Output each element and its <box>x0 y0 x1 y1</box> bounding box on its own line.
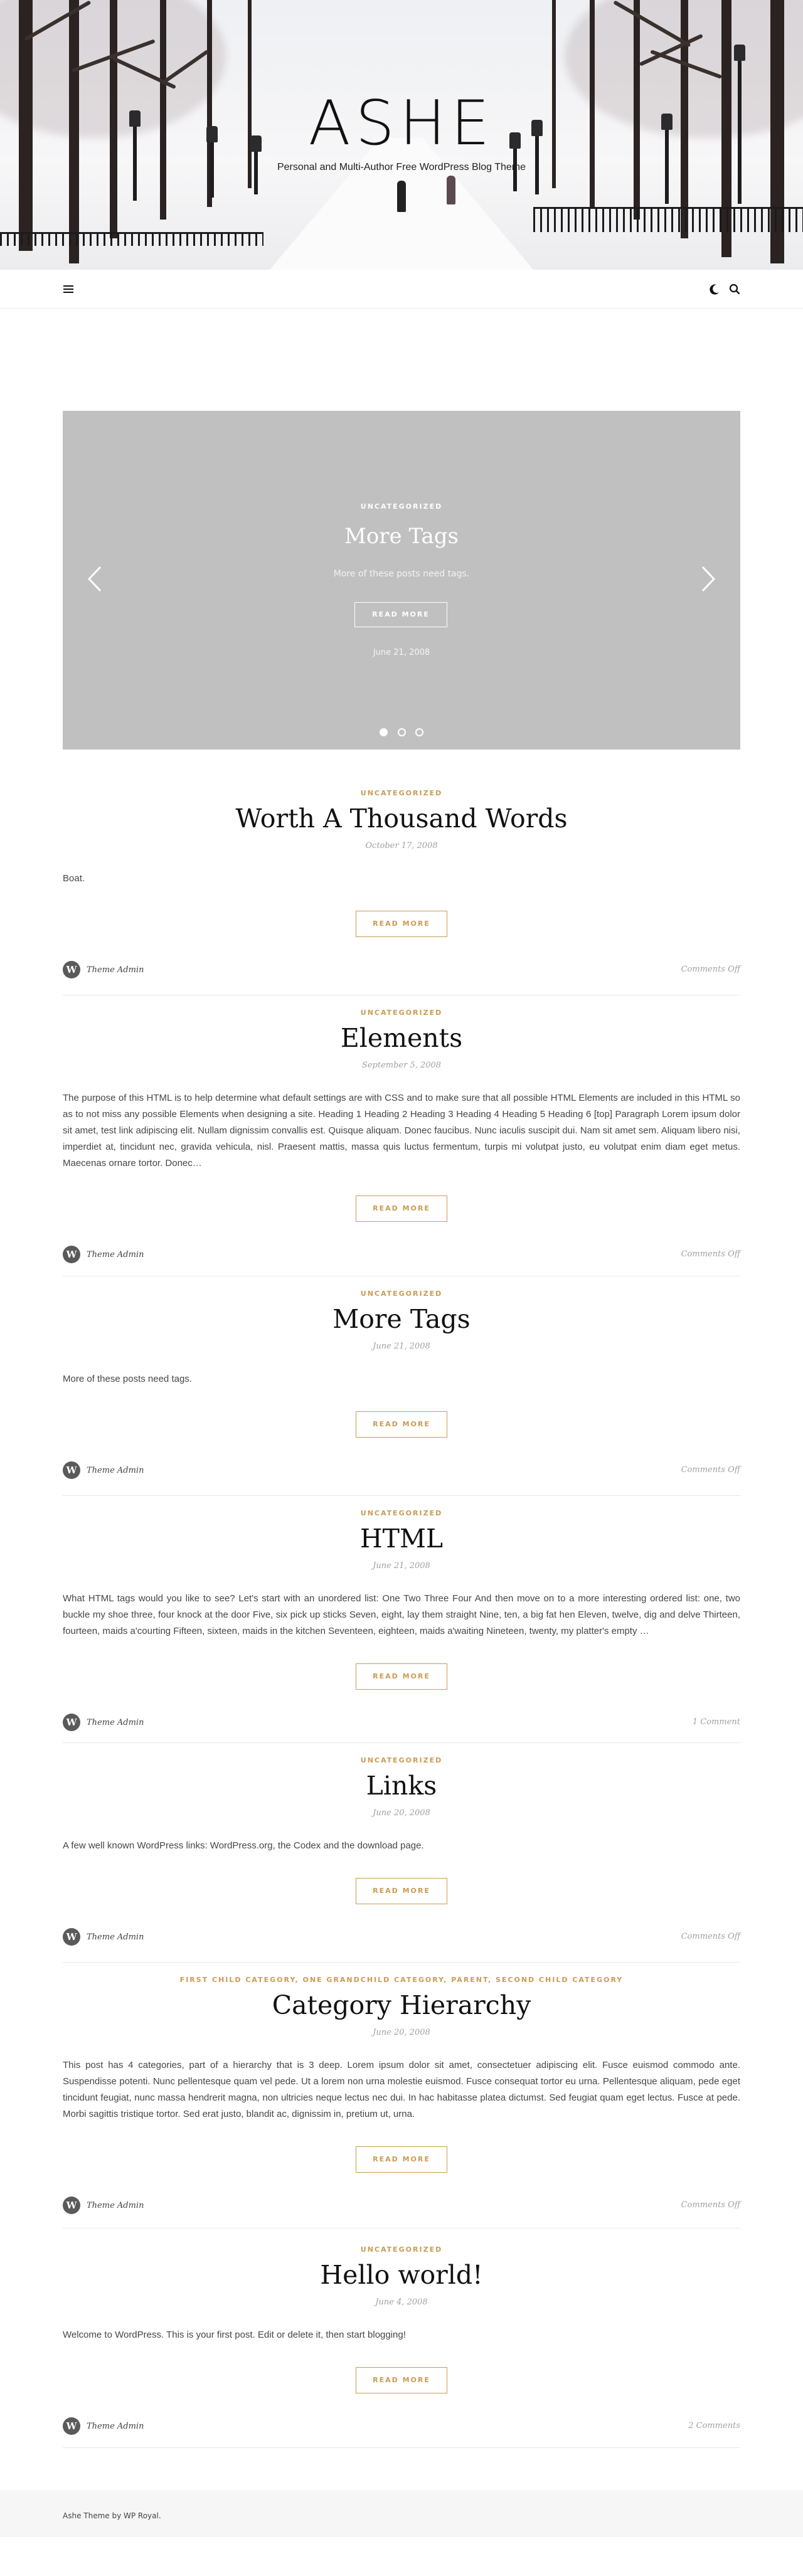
post-title[interactable]: Category Hierarchy <box>272 1990 531 2020</box>
read-more-button[interactable]: READ MORE <box>356 2367 447 2393</box>
post-excerpt: What HTML tags would you like to see? Let's start with an unordered list: One Two Three Four And then move on to a more interesting ordered list: one, two buckle my shoe three, four knock at the door Five, six pick up sticks Seven, eight, lay them straight Nine, ten, a big fat hen Eleven, twelve, dig and delve Thirteen, fourteen, maids a'courting Fifteen, sixteen, maids in the kitchen Seventeen, eighteen, maids a'waiting Nineteen, twenty, my platter's empty … <box>63 1593 740 1636</box>
read-more-button[interactable]: READ MORE <box>356 1878 447 1904</box>
post-date: June 21, 2008 <box>373 1342 430 1351</box>
post-author[interactable] <box>63 1928 144 1946</box>
post-article <box>63 789 740 980</box>
post-date: September 5, 2008 <box>361 1061 442 1070</box>
author-name[interactable]: Theme Admin <box>87 2421 144 2431</box>
post-excerpt: More of these posts need tags. <box>63 1374 192 1384</box>
post-divider <box>63 1962 740 1963</box>
slide-date: June 21, 2008 <box>373 648 430 657</box>
post-title[interactable]: More Tags <box>332 1304 471 1334</box>
slider-prev-arrow-icon[interactable] <box>85 564 104 593</box>
moon-icon[interactable] <box>708 282 721 296</box>
slider-dot-1[interactable] <box>380 728 388 736</box>
wordpress-avatar-icon: W <box>63 1246 80 1263</box>
author-name[interactable]: Theme Admin <box>87 965 144 975</box>
read-more-button[interactable]: READ MORE <box>356 1195 447 1222</box>
read-more-button[interactable]: READ MORE <box>356 2146 447 2173</box>
post-divider <box>63 1495 740 1496</box>
post-category[interactable]: UNCATEGORIZED <box>360 2245 443 2254</box>
featured-slider <box>63 411 740 750</box>
read-more-button[interactable]: READ MORE <box>356 1411 447 1438</box>
post-excerpt: The purpose of this HTML is to help determine what default settings are with CSS and to make sure that all possible HTML Elements are included in this HTML so as to not miss any possible Elements when designing a site. Heading 1 Heading 2 Heading 3 Heading 4 Heading 5 Heading 6 [top] Paragraph Lorem ipsum dolor sit amet, test link adipiscing elit. Nullam dignissim convallis est. Quisque aliquam. Donec faucibus. Nunc iaculis suscipit dui. Nam sit amet sem. Aliquam libero nisi, imperdiet at, tincidunt nec, gravida vehicula, nisl. Praesent mattis, massa quis luctus fermentum, turpis mi volutpat justo, eu volutpat enim diam eget metus. Maecenas ornare tortor. Donec… <box>63 1093 740 1169</box>
slide-excerpt: More of these posts need tags. <box>333 569 470 579</box>
post-article <box>63 1509 740 1732</box>
slider-dots <box>63 727 740 739</box>
wordpress-avatar-icon: W <box>63 1928 80 1946</box>
hamburger-menu-icon[interactable] <box>61 282 75 296</box>
post-date: June 20, 2008 <box>373 2028 430 2037</box>
post-excerpt: This post has 4 categories, part of a hierarchy that is 3 deep. Lorem ipsum dolor sit amet, consectetuer adipiscing elit. Fusce euismod commodo ante. Suspendisse potenti. Nunc pellentesque quam vel pede. Ut a lorem non urna molestie euismod. Fusce consequat tortor eu urna. Pellentesque aliquam, pede eget tincidunt feugiat, nunc massa hendrerit magna, non ultricies neque lectus nec dui. In hac habitasse platea dictumst. Sed feugiat quam eget lectus. Fusce at pede. Morbi sagittis tristique tortor. Sed erat justo, blandit ac, dignissim in, pretium ut, urna. <box>63 2060 740 2119</box>
site-footer <box>0 2490 803 2537</box>
post-category[interactable]: UNCATEGORIZED <box>360 1290 443 1298</box>
slide-category[interactable]: UNCATEGORIZED <box>360 502 443 511</box>
post-categories[interactable]: FIRST CHILD CATEGORY, ONE GRANDCHILD CATEGORY, PARENT, SECOND CHILD CATEGORY <box>179 1976 624 1984</box>
search-icon[interactable] <box>728 282 742 296</box>
post-author[interactable] <box>63 961 144 978</box>
header-hero-image <box>0 0 803 270</box>
post-excerpt: Boat. <box>63 873 85 884</box>
post-date: June 20, 2008 <box>373 1808 430 1818</box>
site-title[interactable]: ASHE <box>308 88 495 159</box>
post-article <box>63 2245 740 2436</box>
post-article <box>63 1756 740 1947</box>
post-comments: Comments Off <box>681 1249 740 1259</box>
author-name[interactable]: Theme Admin <box>87 1932 144 1942</box>
post-category[interactable]: UNCATEGORIZED <box>360 1009 443 1017</box>
post-title[interactable]: Worth A Thousand Words <box>235 803 568 834</box>
post-comments[interactable]: 1 Comment <box>692 1717 740 1727</box>
post-article <box>63 1009 740 1264</box>
wordpress-avatar-icon: W <box>63 961 80 978</box>
post-comments[interactable]: 2 Comments <box>688 2421 740 2430</box>
post-date: June 4, 2008 <box>375 2298 428 2307</box>
post-footer <box>63 1714 740 1732</box>
post-comments: Comments Off <box>681 1465 740 1475</box>
wordpress-avatar-icon: W <box>63 1714 80 1731</box>
post-comments: Comments Off <box>681 2200 740 2210</box>
site-tagline: Personal and Multi-Author Free WordPress Blog Theme <box>277 162 526 172</box>
post-author[interactable] <box>63 1714 144 1731</box>
post-comments: Comments Off <box>681 965 740 974</box>
post-excerpt: A few well known WordPress links: WordPress.org, the Codex and the download page. <box>63 1840 424 1851</box>
post-footer <box>63 961 740 980</box>
post-footer <box>63 2417 740 2436</box>
post-divider <box>63 2447 740 2448</box>
footer-copyright: Ashe Theme by WP Royal. <box>63 2511 161 2520</box>
wordpress-avatar-icon: W <box>63 1461 80 1479</box>
post-category[interactable]: UNCATEGORIZED <box>360 1509 443 1517</box>
slider-next-arrow-icon[interactable] <box>699 564 718 593</box>
post-title[interactable]: HTML <box>359 1524 444 1554</box>
post-date: October 17, 2008 <box>365 841 438 851</box>
post-footer <box>63 2197 740 2215</box>
main-navigation <box>0 270 803 309</box>
post-divider <box>63 2228 740 2229</box>
post-footer <box>63 1246 740 1264</box>
post-excerpt: Welcome to WordPress. This is your first post. Edit or delete it, then start blogging! <box>63 2330 406 2340</box>
post-article <box>63 1290 740 1480</box>
post-title[interactable]: Links <box>366 1771 437 1801</box>
post-footer <box>63 1928 740 1947</box>
author-name[interactable]: Theme Admin <box>87 1717 144 1727</box>
post-author[interactable] <box>63 1246 144 1263</box>
author-name[interactable]: Theme Admin <box>87 1465 144 1475</box>
post-article <box>63 1976 740 2215</box>
post-title[interactable]: Elements <box>340 1023 463 1053</box>
post-comments: Comments Off <box>681 1932 740 1941</box>
post-category[interactable]: UNCATEGORIZED <box>360 789 443 797</box>
post-category[interactable]: UNCATEGORIZED <box>360 1756 443 1764</box>
slide-title[interactable]: More Tags <box>344 524 459 549</box>
author-name[interactable]: Theme Admin <box>87 2200 144 2210</box>
slider-dot-2[interactable] <box>398 728 406 736</box>
post-date: June 21, 2008 <box>373 1561 430 1571</box>
post-title[interactable]: Hello world! <box>320 2260 483 2290</box>
post-author[interactable] <box>63 2197 144 2214</box>
read-more-button[interactable]: READ MORE <box>356 911 447 937</box>
post-footer <box>63 1461 740 1480</box>
post-divider <box>63 1742 740 1743</box>
wordpress-avatar-icon: W <box>63 2197 80 2214</box>
wordpress-avatar-icon: W <box>63 2417 80 2435</box>
author-name[interactable]: Theme Admin <box>87 1249 144 1259</box>
read-more-button[interactable]: READ MORE <box>356 1663 447 1690</box>
post-author[interactable] <box>63 1461 144 1479</box>
post-author[interactable] <box>63 2417 144 2435</box>
slider-dot-3[interactable] <box>415 728 423 736</box>
slide-read-more-button[interactable]: READ MORE <box>354 602 447 627</box>
